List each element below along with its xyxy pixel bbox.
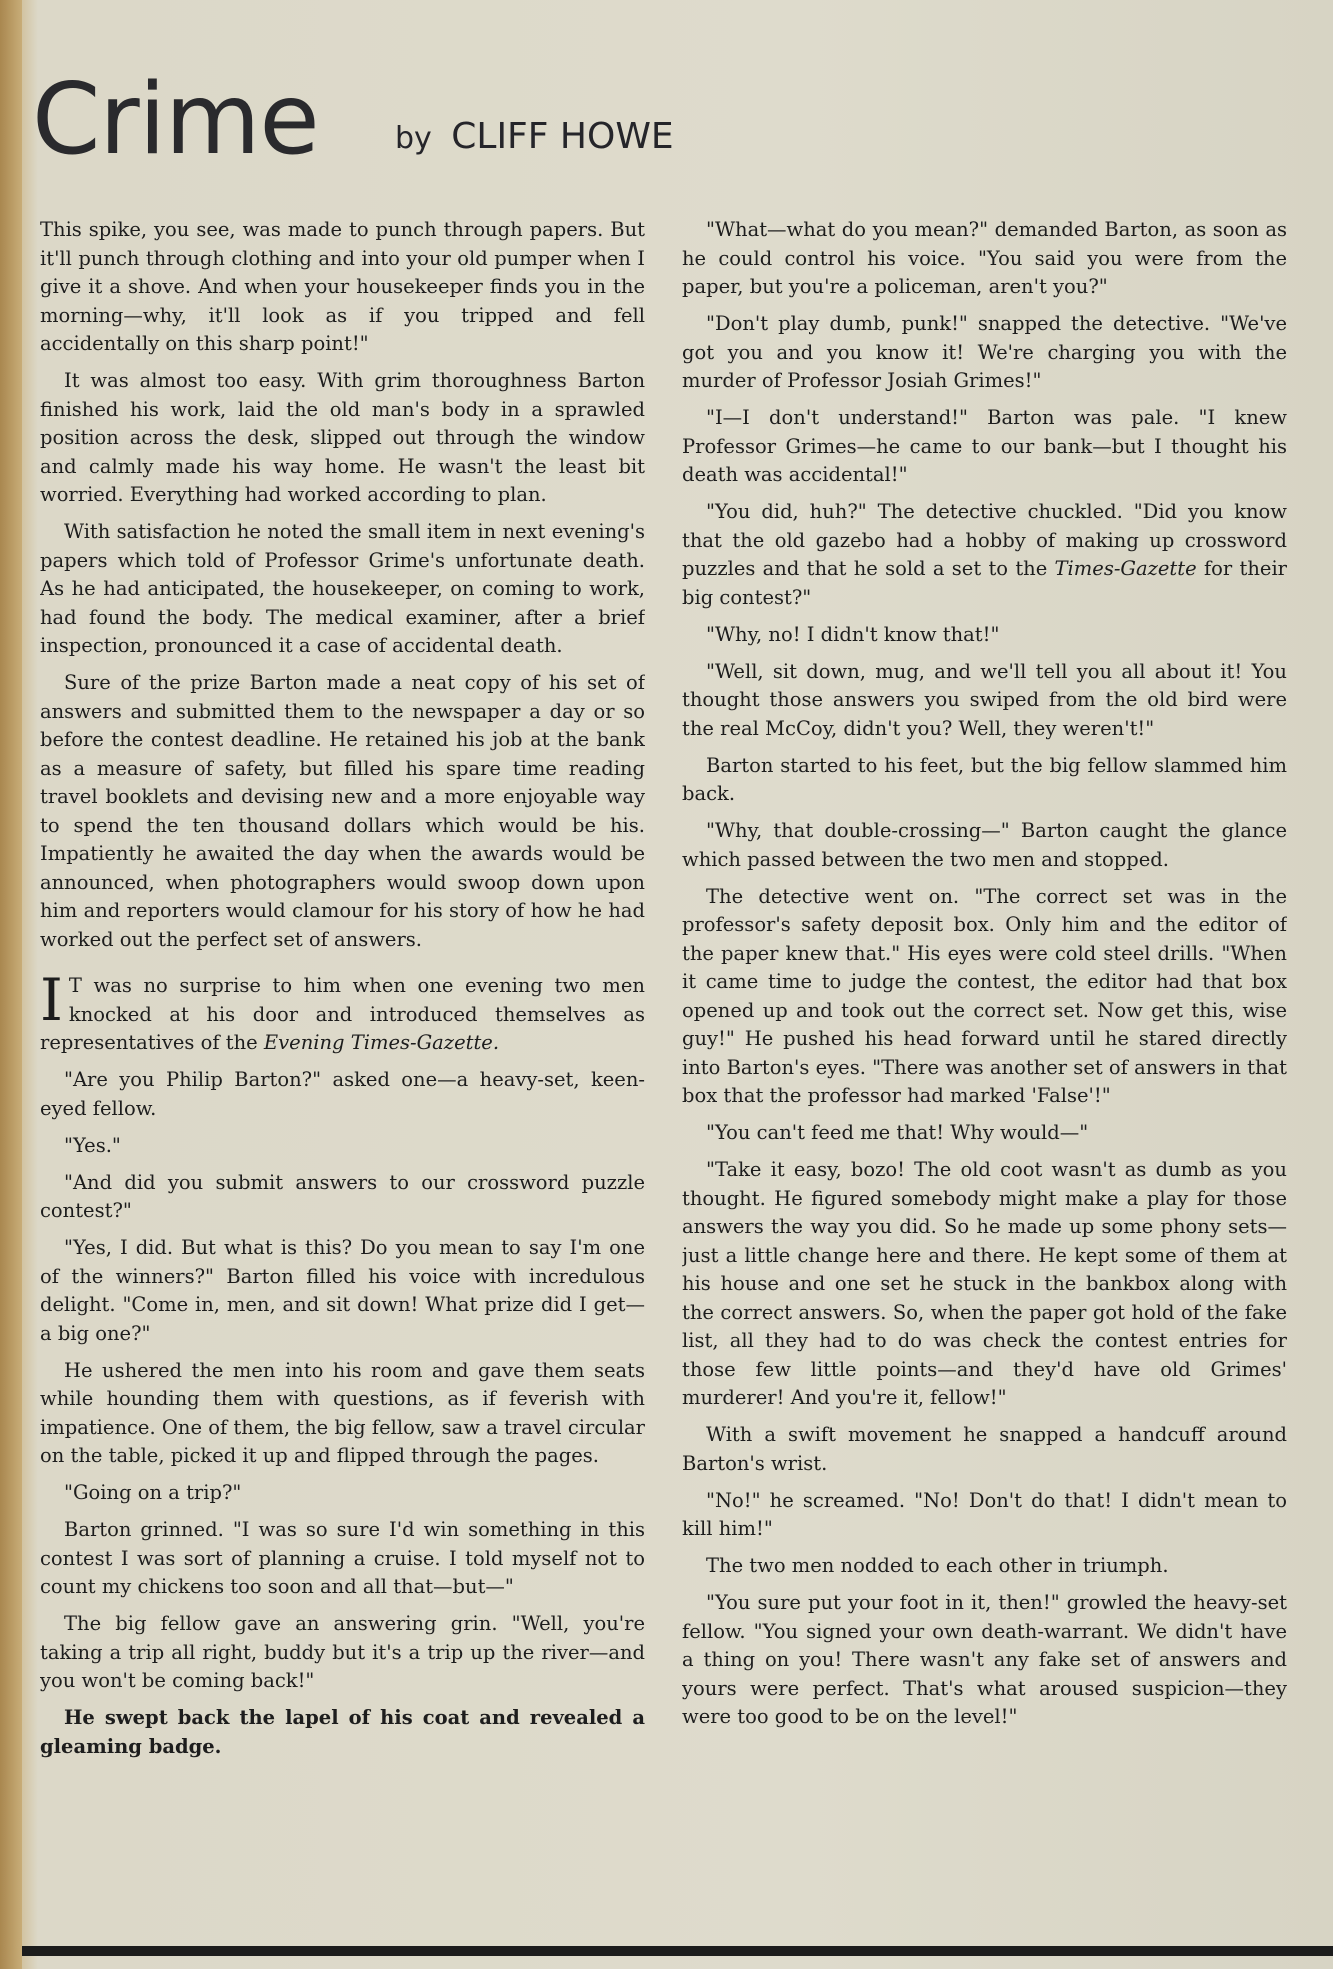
paragraph: "Well, sit down, mug, and we'll tell you all about it! You thought those answers you swiped from the old bird were the real McCoy, didn't you? Well, they weren't!": [682, 659, 1287, 740]
paragraph: "No!" he screamed. "No! Don't do that! I didn't mean to kill him!": [682, 1488, 1287, 1540]
paragraph-end: for their big contest?": [682, 557, 1287, 609]
paragraph: The big fellow gave an answering grin. "Well, you're taking a trip all right, buddy but it's a trip up the river—and you won't be coming back!": [40, 1612, 645, 1692]
page-gutter: [0, 0, 22, 1969]
paragraph: "Yes.": [64, 1133, 121, 1157]
paragraph: Barton grinned. "I was so sure I'd win something in this contest I was sort of planning a cruise. I told myself not to count my chickens too soon and all that—but—": [40, 1518, 645, 1598]
paragraph: It was almost too easy. With grim thoroughness Barton finished his work, laid the old man's body in a sprawled position across the desk, slipped out through the window and calmly made his way home. He wasn't the least bit worried. Everything had worked according to plan.: [40, 369, 645, 506]
paragraph: "You sure put your foot in it, then!" growled the heavy-set fellow. "You signed your own death-warrant. We didn't have a thing on you! There wasn't any fake set of answers and yours were perfect. That's what aroused suspicion—they were too good to be on the level!": [682, 1591, 1287, 1728]
newspaper-name: Times-Gazette: [1054, 557, 1197, 580]
newspaper-name: Evening Times-Gazette.: [263, 1031, 500, 1054]
left-column: [40, 216, 645, 1896]
paragraph: "You can't feed me that! Why would—": [706, 1121, 1089, 1144]
paragraph: "Don't play dumb, punk!" snapped the detective. "We've got you and you know it! We're charging you with the murder of Professor Josiah Grimes!": [682, 312, 1287, 392]
paragraph: "Why, no! I didn't know that!": [706, 622, 1000, 646]
story-header: [32, 60, 1232, 190]
paragraph-start: "You did, huh?" The detective chuckled. "Did you know that the old gazebo had a hobby of making up crossword puzzles and that he sold a set to the: [682, 500, 1287, 580]
paragraph: He ushered the men into his room and gave them seats while hounding them with questions, as if feverish with impatience. One of them, the big fellow, saw a travel circular on the table, picked it up and flipped through the pages.: [40, 1358, 645, 1467]
paragraph: "Going on a trip?": [64, 1481, 242, 1504]
paragraph: Barton started to his feet, but the big fellow slammed him back.: [682, 753, 1287, 805]
paragraph: Sure of the prize Barton made a neat copy of his set of answers and submitted them to the newspaper a day or so before the contest deadline. He retained his job at the bank as a measure of safety, but filled his spare time reading travel booklets and devising new and a more enjoyable way to spend the ten thousand dollars which would be his. Impatiently he awaited the day when the awards would be announced, when photographers would swoop down upon him and reporters would clamour for his story of how he had worked out the perfect set of answers.: [40, 671, 645, 951]
paragraph: "Are you Philip Barton?" asked one—a heavy-set, keen-eyed fellow.: [40, 1068, 645, 1120]
paragraph: The two men nodded to each other in triumph.: [706, 1554, 1169, 1577]
paragraph: "Yes, I did. But what is this? Do you mean to say I'm one of the winners?" Barton filled his voice with incredulous delight. "Come in, men, and sit down! What prize did I get—a big one?": [40, 1236, 645, 1345]
byline-by: by: [395, 121, 432, 156]
paragraph: The detective went on. "The correct set was in the professor's safety deposit box. Only him and the editor of the paper knew that." His eyes were cold steel drills. "When it came time to judge the contest, the editor had that box opened up and took out the correct set. Now get this, wise guy!" He pushed his head forward until he stared directly into Barton's eyes. "There was another set of answers in that box that the professor had marked 'False'!": [682, 884, 1287, 1107]
bottom-rule: [22, 1946, 1333, 1956]
paragraph: "Take it easy, bozo! The old coot wasn't as dumb as you thought. He figured somebody might make a play for those answers the way you did. So he made up some phony sets—just a little change here and there. He kept some of them at his house and one set he stuck in the bankbox along with the correct answers. So, when the paper got hold of the fake list, all they had to do was check the contest entries for those few little points—and they'd have old Grimes' murderer! And you're it, fellow!": [682, 1158, 1287, 1409]
dropcap-text: T was no surprise to him when one evening two men knocked at his door and introduced themselves as representatives of the: [40, 974, 645, 1054]
paragraph: "I—I don't understand!" Barton was pale. "I knew Professor Grimes—he came to our bank—but I thought his death was accidental!": [682, 406, 1287, 486]
paragraph: With a swift movement he snapped a handcuff around Barton's wrist.: [682, 1423, 1287, 1475]
paragraph-with-title: [682, 498, 1287, 612]
dropcap-paragraph: [40, 966, 645, 1058]
paragraph: "Why, that double-crossing—" Barton caught the glance which passed between the two men and stopped.: [682, 819, 1287, 871]
story-title: Crime: [32, 63, 319, 177]
paragraph: "What—what do you mean?" demanded Barton, as soon as he could control his voice. "You said you were from the paper, but you're a policeman, aren't you?": [682, 218, 1287, 298]
paragraph: He swept back the lapel of his coat and revealed a gleaming badge.: [40, 1706, 645, 1758]
drop-cap: I: [40, 966, 63, 1034]
byline: [395, 116, 674, 157]
byline-author: CLIFF HOWE: [451, 116, 674, 157]
paragraph: With satisfaction he noted the small item in next evening's papers which told of Professor Grime's unfortunate death. As he had anticipated, the housekeeper, on coming to work, had found the body. The medical examiner, after a brief inspection, pronounced it a case of accidental death.: [40, 520, 645, 657]
right-column: [682, 216, 1287, 1896]
paragraph: This spike, you see, was made to punch through papers. But it'll punch through clothing and into your old pumper when I give it a shove. And when your housekeeper finds you in the morning—why, it'll look as if you tripped and fell accidentally on this sharp point!": [40, 218, 645, 355]
paragraph: "And did you submit answers to our crossword puzzle contest?": [40, 1170, 645, 1222]
